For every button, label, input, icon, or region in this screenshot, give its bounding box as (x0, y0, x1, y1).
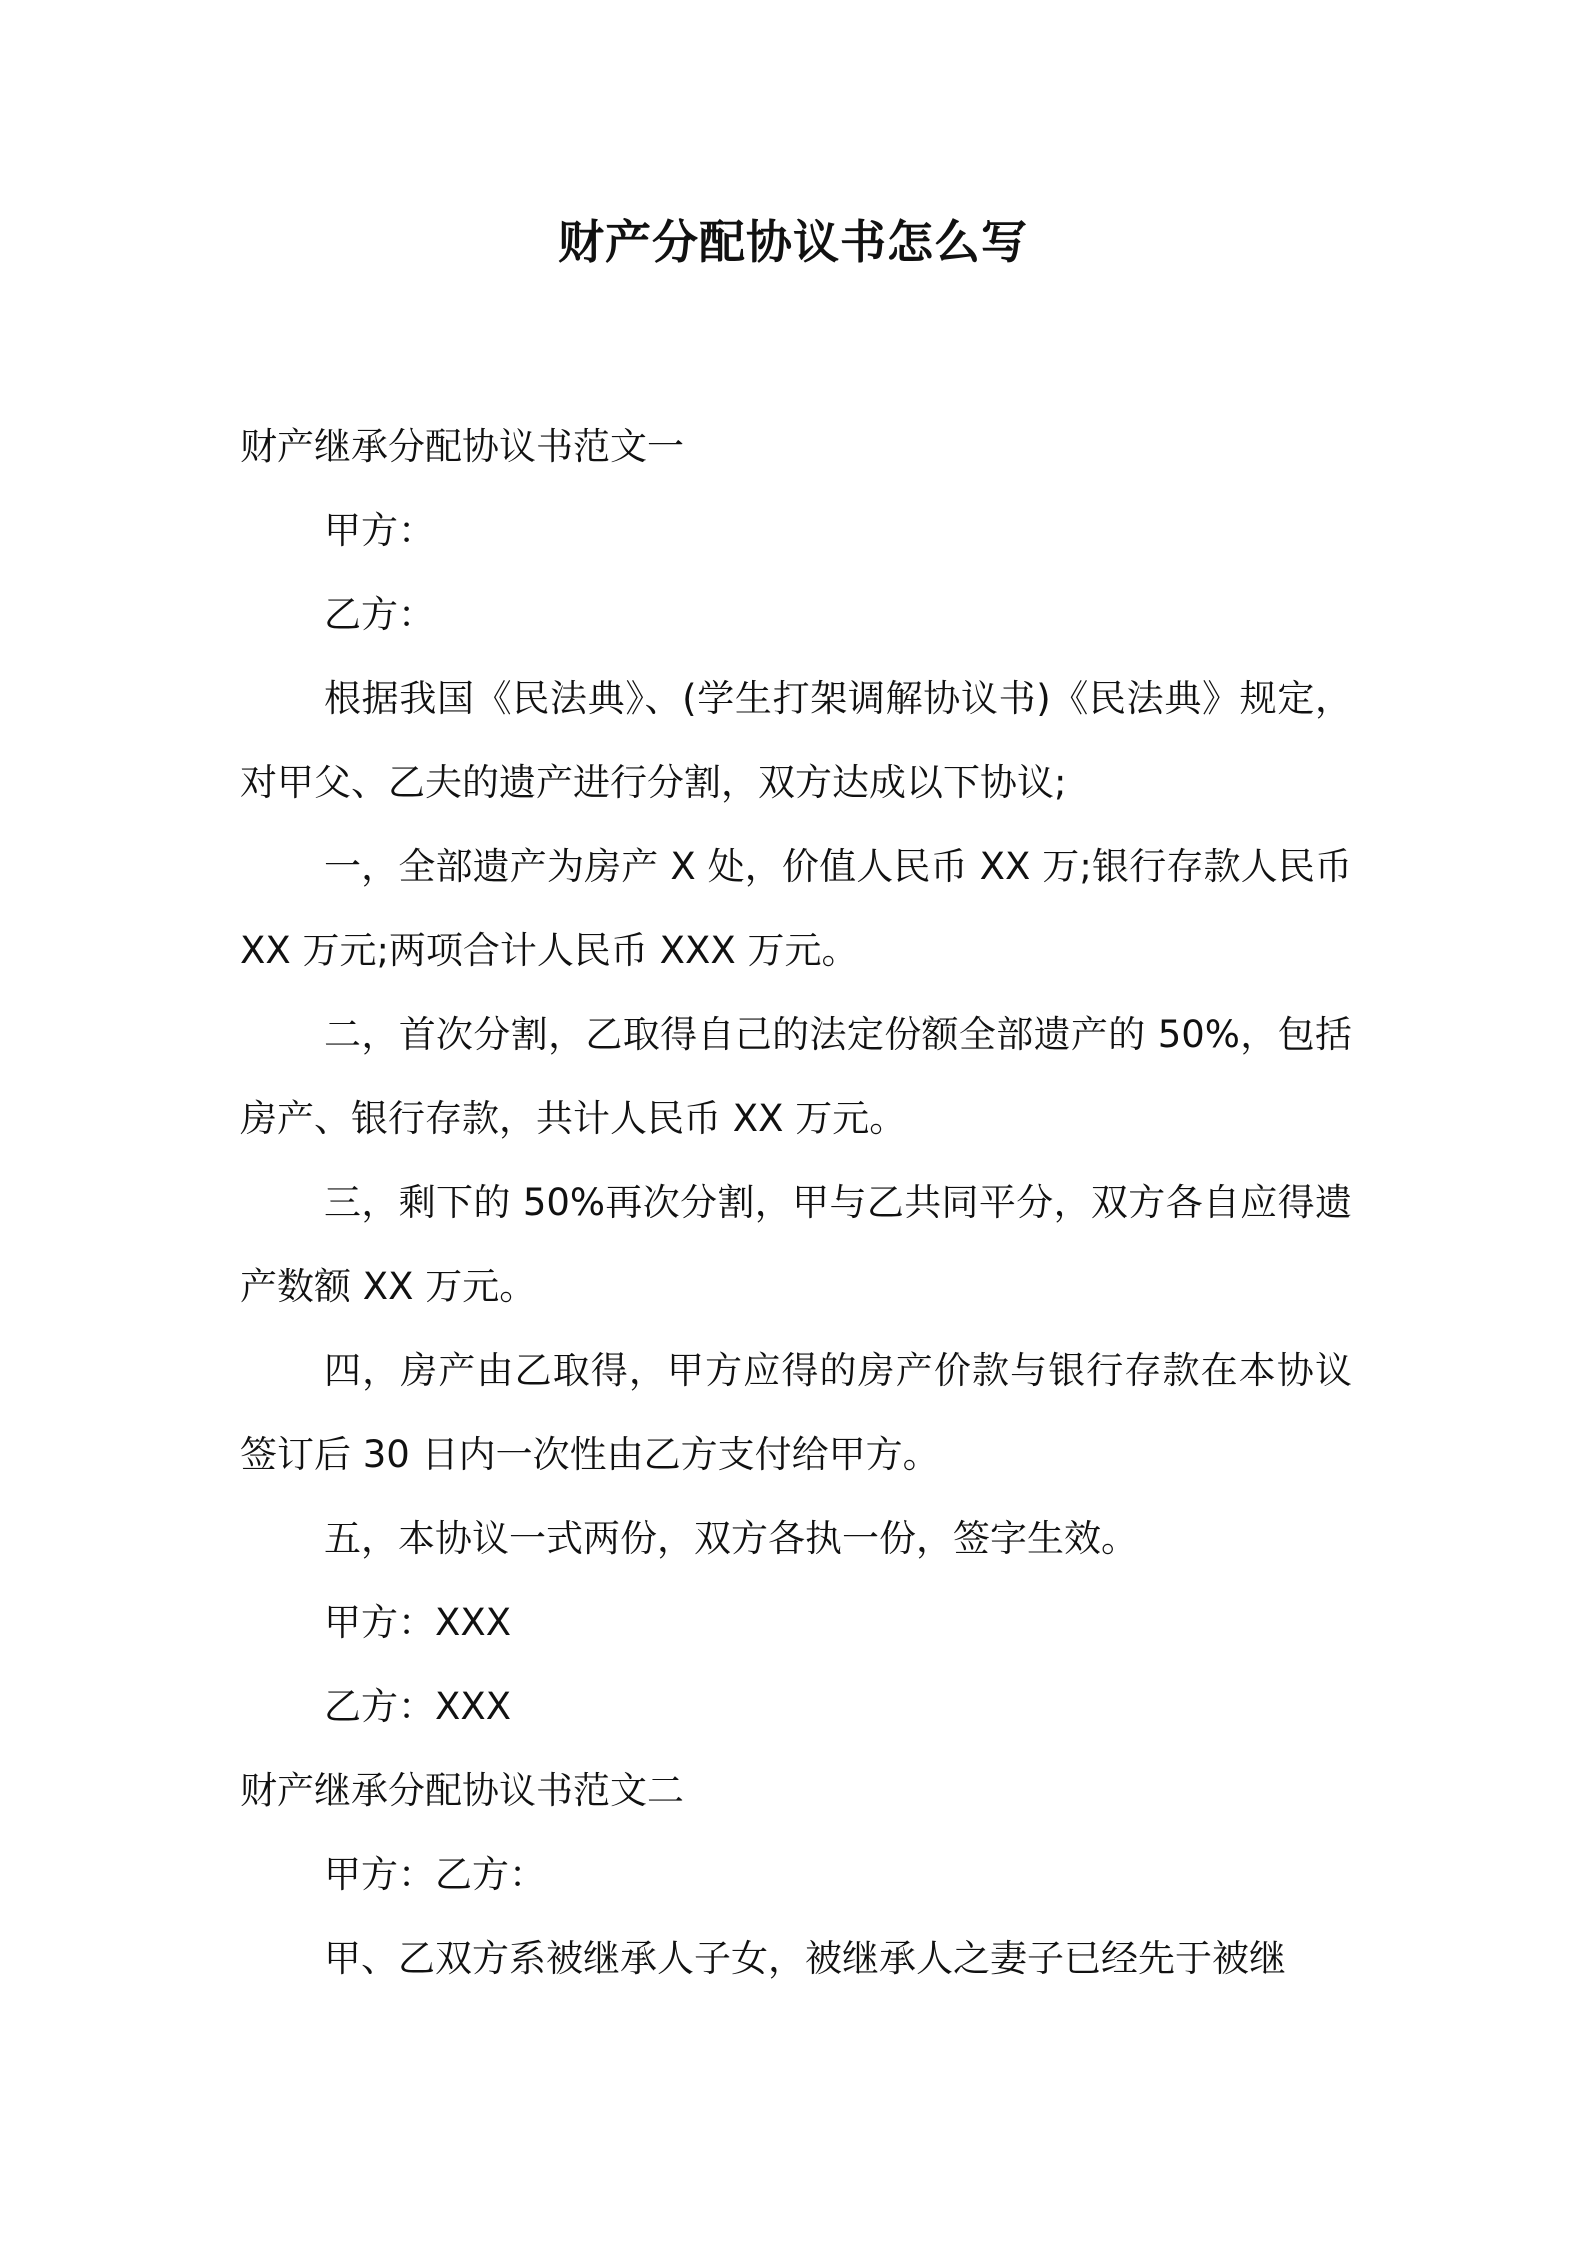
sample1-signature-b: 乙方：XXX (324, 1685, 512, 1728)
sample2-parties: 甲方：乙方： (324, 1853, 546, 1896)
sample2-intro-paragraph: 甲、乙双方系被继承人子女，被继承人之妻子已经先于被继 (324, 1937, 1286, 1980)
sample1-clause-1: 一，全部遗产为房产 X 处，价值人民币 XX 万;银行存款人民币 XX 万元;两项合计人民币 XXX 万元。 (240, 845, 1352, 972)
sample2-heading: 财产继承分配协议书范文二 (240, 1769, 684, 1812)
sample1-clause-4: 四，房产由乙取得，甲方应得的房产价款与银行存款在本协议签订后 30 日内一次性由乙方支付给甲方。 (240, 1349, 1352, 1476)
sample1-clause-3: 三，剩下的 50%再次分割，甲与乙共同平分，双方各自应得遗产数额 XX 万元。 (240, 1181, 1352, 1308)
sample1-clause-2: 二，首次分割，乙取得自己的法定份额全部遗产的 50%，包括房产、银行存款，共计人民币 XX 万元。 (240, 1013, 1352, 1140)
sample1-party-a: 甲方： (324, 509, 435, 552)
sample1-heading: 财产继承分配协议书范文一 (240, 425, 684, 468)
sample1-signature-a: 甲方：XXX (324, 1601, 512, 1644)
document-title: 财产分配协议书怎么写 (558, 215, 1028, 269)
sample1-clause-5: 五，本协议一式两份，双方各执一份，签字生效。 (324, 1517, 1138, 1560)
document-body (240, 405, 1352, 2001)
sample1-intro-paragraph: 根据我国《民法典》、(学生打架调解协议书)《民法典》规定，对甲父、乙夫的遗产进行分割，双方达成以下协议; (240, 677, 1352, 804)
sample1-party-b: 乙方： (324, 593, 435, 636)
